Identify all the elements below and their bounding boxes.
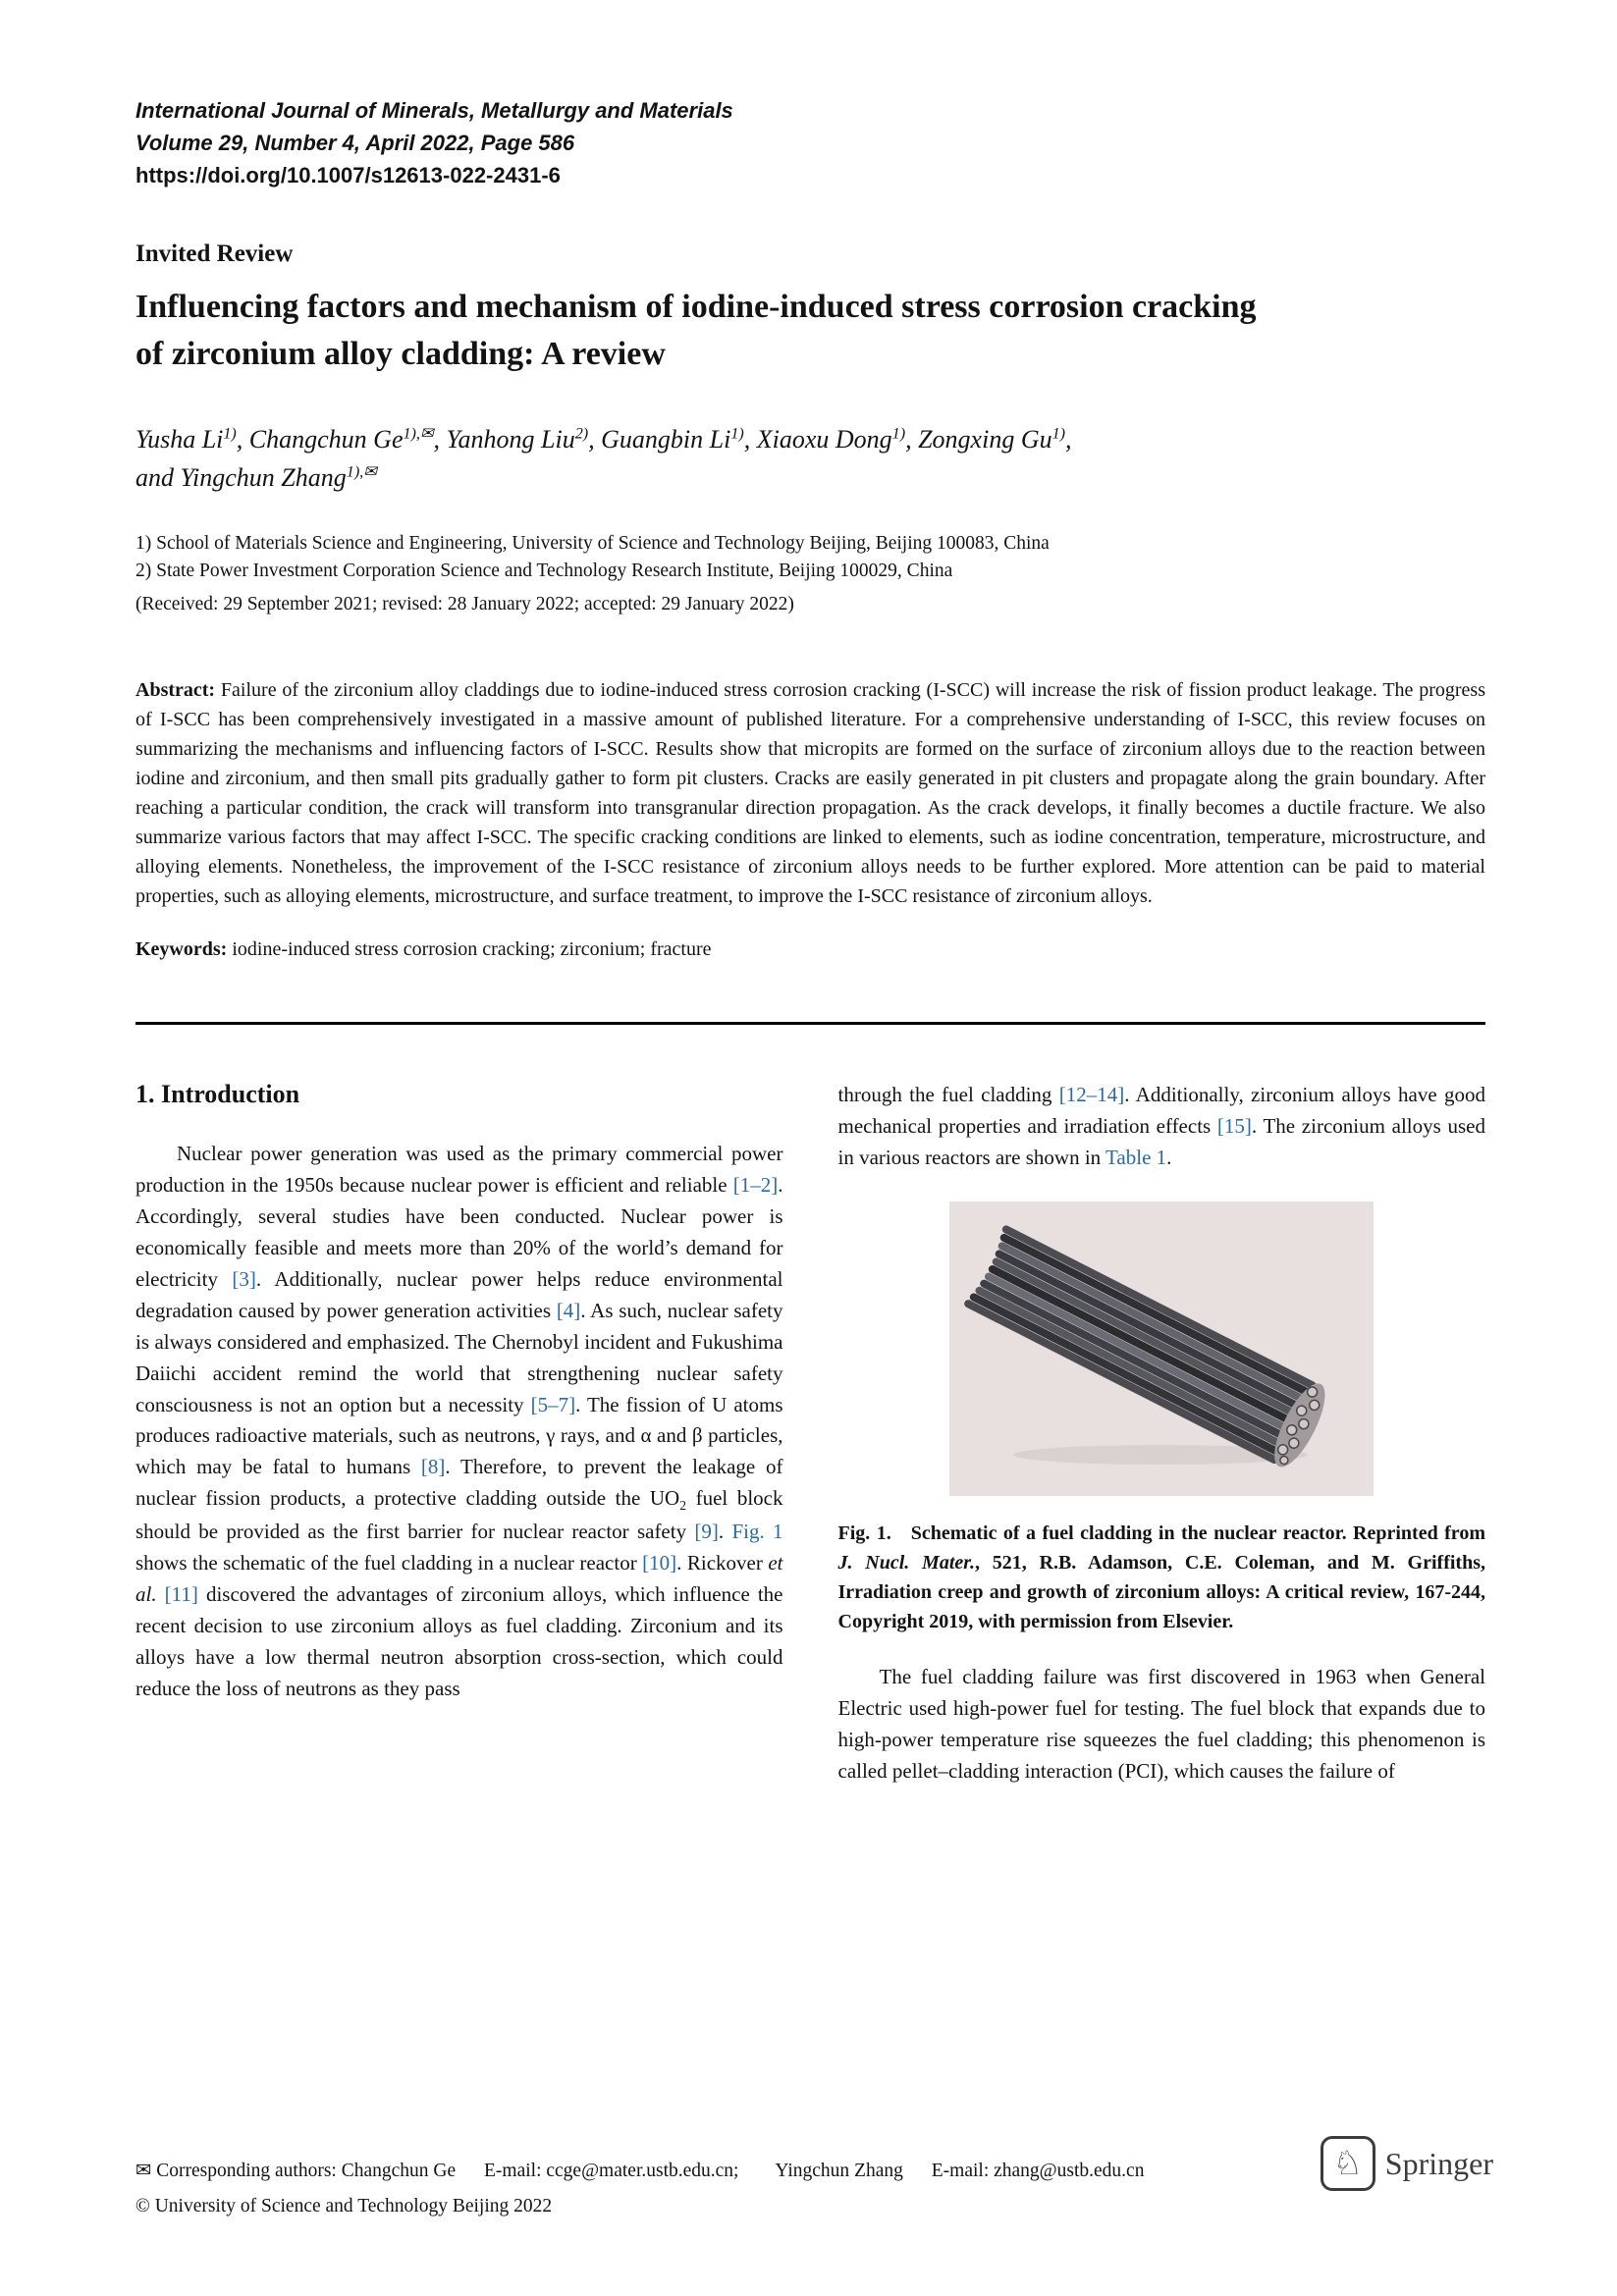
text-segment: The fuel cladding failure was first discovered in 1963 when General Electric used high-power fuel for testing. The fuel block that expands due to high-power temperature rise squeezes the fuel cladding; this phenomenon is called pellet–cladding interaction (PCI), which causes the failure of	[837, 1665, 1485, 1783]
text-segment: . Therefore, to prevent the leakage of nuclear fission products, a protective cladding outside the UO	[135, 1455, 783, 1511]
text-segment: 1)	[223, 424, 237, 442]
text-segment: Failure of the zirconium alloy claddings due to iodine-induced stress corrosion cracking (I-SCC) will increase the risk of fission product leakage. The progress of I-SCC has been comprehensively investigated in a massive amount of published literature. For a comprehensive understanding of I-SCC, this review focuses on summarizing the mechanisms and influencing factors of I-SCC. Results show that micropits are formed on the surface of zirconium alloys due to the reaction between iodine and zirconium, and then small pits gradually gather to form pit clusters. Cracks are easily generated in pit clusters and propagate along the grain boundary. After reaching a particular condition, the crack will transform into transgranular direction propagation. As the crack develops, it finally becomes a ductile fracture. We also summarize various factors that may affect I-SCC. The specific cracking conditions are linked to elements, such as iodine concentration, temperature, microstructure, and alloying elements. Nonetheless, the improvement of the I-SCC resistance of zirconium alloys needs to be further explored. More attention can be paid to material properties, such as alloying elements, microstructure, and surface treatment, to improve the I-SCC resistance of zirconium alloys.	[135, 679, 1485, 908]
text-segment: ,	[1065, 424, 1072, 454]
text-segment: 1)	[730, 424, 744, 442]
text-segment: fuel block should be provided as the first barrier for nuclear reactor safety	[135, 1486, 783, 1544]
text-segment: . As such, nuclear safety is always considered and emphasized. The Chernobyl incident and Fukushima Daiichi accident remind the world that strengthening nuclear safety consciousness is not an option but a necessity	[135, 1298, 783, 1416]
journal-name: International Journal of Minerals, Metallurgy and Materials	[135, 98, 733, 123]
citation-link[interactable]: [9]	[694, 1520, 719, 1544]
abstract	[135, 675, 1485, 911]
text-segment: .	[1166, 1146, 1172, 1170]
intro-paragraph-1	[135, 1139, 783, 1704]
text-segment: . Additionally, zirconium alloys have good mechanical properties and irradiation effects	[837, 1083, 1485, 1139]
text-segment: , Zongxing Gu	[905, 424, 1052, 454]
springer-wordmark: Springer	[1384, 2145, 1493, 2181]
citation-link[interactable]: [10]	[642, 1551, 677, 1575]
citation-link[interactable]: Fig. 1	[731, 1520, 783, 1544]
article-type: Invited Review	[135, 240, 294, 267]
text-segment: 1),✉	[403, 424, 434, 442]
intro-paragraph-3	[838, 1662, 1486, 1788]
citation-link[interactable]: Table 1	[1105, 1146, 1167, 1170]
citation-link[interactable]: [1–2]	[732, 1173, 779, 1198]
text-segment: shows the schematic of the fuel cladding in a nuclear reactor	[135, 1551, 643, 1575]
text-segment	[157, 1582, 165, 1606]
citation-link[interactable]: [15]	[1216, 1114, 1252, 1139]
citation-link[interactable]: [8]	[420, 1455, 446, 1479]
citation-link[interactable]: [5–7]	[530, 1392, 576, 1416]
text-segment: . Accordingly, several studies have been conducted. Nuclear power is economically feasible and meets more than 20% of the world’s demand for electricity	[135, 1173, 783, 1291]
authors-line	[135, 420, 1485, 497]
text-segment: . The zirconium alloys used in various reactors are shown in	[837, 1114, 1485, 1170]
affiliations-block	[135, 530, 1485, 619]
corresponding-authors-line	[135, 2158, 1485, 2185]
text-segment: . The fission of U atoms produces radioactive materials, such as neutrons, γ rays, and α and β particles, which may be fatal to humans	[135, 1392, 783, 1479]
corresponding-author-2: Yingchun Zhang	[775, 2161, 903, 2181]
text-segment: , Changchun Ge	[236, 424, 404, 454]
figure-1-caption	[838, 1519, 1486, 1636]
left-column	[135, 1080, 783, 1787]
page-footer	[135, 2158, 1485, 2221]
text-segment: , Guangbin Li	[588, 424, 731, 454]
text-segment: , Yanhong Liu	[433, 424, 575, 454]
citation-link[interactable]: [12–14]	[1058, 1083, 1125, 1107]
section-divider	[135, 1022, 1485, 1025]
citation-link[interactable]: [4]	[556, 1298, 581, 1322]
text-segment: 1),✉	[346, 462, 377, 480]
text-segment: Abstract:	[135, 679, 221, 702]
text-segment: .	[718, 1520, 732, 1544]
text-segment: et al.	[135, 1551, 783, 1607]
text-segment: Fig. 1. Schematic of a fuel cladding in the nuclear reactor. Reprinted from	[837, 1522, 1485, 1545]
text-segment: through the fuel cladding	[837, 1083, 1059, 1107]
article-title	[135, 284, 1485, 379]
fuel-rod-bundle-photo	[949, 1201, 1374, 1496]
text-segment: Keywords:	[135, 938, 233, 961]
affiliation-2: 2) State Power Investment Corporation Science and Technology Research Institute, Beijing 100029, China	[135, 560, 953, 581]
doi-link[interactable]: https://doi.org/10.1007/s12613-022-2431-6	[135, 163, 561, 187]
affiliation-1: 1) School of Materials Science and Engineering, University of Science and Technology Beijing, Beijing 100083, China	[135, 532, 1050, 554]
copyright-line: © University of Science and Technology Beijing 2022	[135, 2196, 553, 2217]
text-segment: . Additionally, nuclear power helps reduce environmental degradation caused by power generation activities	[135, 1266, 783, 1322]
received-dates: (Received: 29 September 2021; revised: 28 January 2022; accepted: 29 January 2022)	[135, 594, 794, 615]
article-title-line-2: of zirconium alloy cladding: A review	[135, 336, 666, 373]
springer-logo	[1321, 2136, 1493, 2191]
text-segment: 1)	[891, 424, 906, 442]
email-2[interactable]: E-mail: zhang@ustb.edu.cn	[931, 2161, 1145, 2181]
text-segment: J. Nucl. Mater.	[837, 1552, 975, 1575]
springer-horse-icon: ♘	[1321, 2136, 1375, 2191]
text-segment: , 521, R.B. Adamson, C.E. Coleman, and M. Griffiths, Irradiation creep and growth of zirconium alloys: A critical review, 167-244, Copyright 2019, with permission from Elsevier.	[837, 1552, 1485, 1633]
citation-link[interactable]: [3]	[232, 1266, 256, 1291]
text-segment: discovered the advantages of zirconium alloys, which influence the recent decision to use zirconium alloys as fuel cladding. Zirconium and its alloys have a low thermal neutron absorption cross-section, which could reduce the loss of neutrons as they pass	[135, 1582, 783, 1700]
article-title-line-1: Influencing factors and mechanism of iodine-induced stress corrosion cracking	[135, 289, 1257, 325]
citation-link[interactable]: [11]	[164, 1582, 198, 1607]
text-segment: , Xiaoxu Dong	[743, 424, 892, 454]
text-segment: iodine-induced stress corrosion cracking; zirconium; fracture	[232, 938, 712, 961]
corresponding-authors-label: Corresponding authors: Changchun Ge	[156, 2161, 457, 2181]
journal-header	[135, 94, 1485, 191]
text-segment: and Yingchun Zhang	[135, 462, 347, 492]
email-1[interactable]: E-mail: ccge@mater.ustb.edu.cn;	[484, 2161, 739, 2181]
text-segment: 2)	[574, 424, 589, 442]
text-segment: 1)	[1051, 424, 1066, 442]
text-segment: Nuclear power generation was used as the primary commercial power production in the 1950s because nuclear power is efficient and reliable	[135, 1142, 783, 1198]
keywords	[135, 938, 1485, 961]
section-heading-introduction: 1. Introduction	[135, 1080, 300, 1109]
text-segment: . Rickover	[676, 1551, 769, 1575]
text-segment: Yusha Li	[135, 424, 224, 454]
two-column-body	[135, 1080, 1485, 1787]
intro-paragraph-2	[838, 1080, 1486, 1174]
text-segment: 2	[679, 1498, 687, 1514]
journal-issue-line: Volume 29, Number 4, April 2022, Page 586	[135, 131, 575, 155]
figure-1	[949, 1201, 1374, 1501]
right-column	[838, 1080, 1486, 1787]
envelope-icon: ✉	[135, 2161, 152, 2181]
